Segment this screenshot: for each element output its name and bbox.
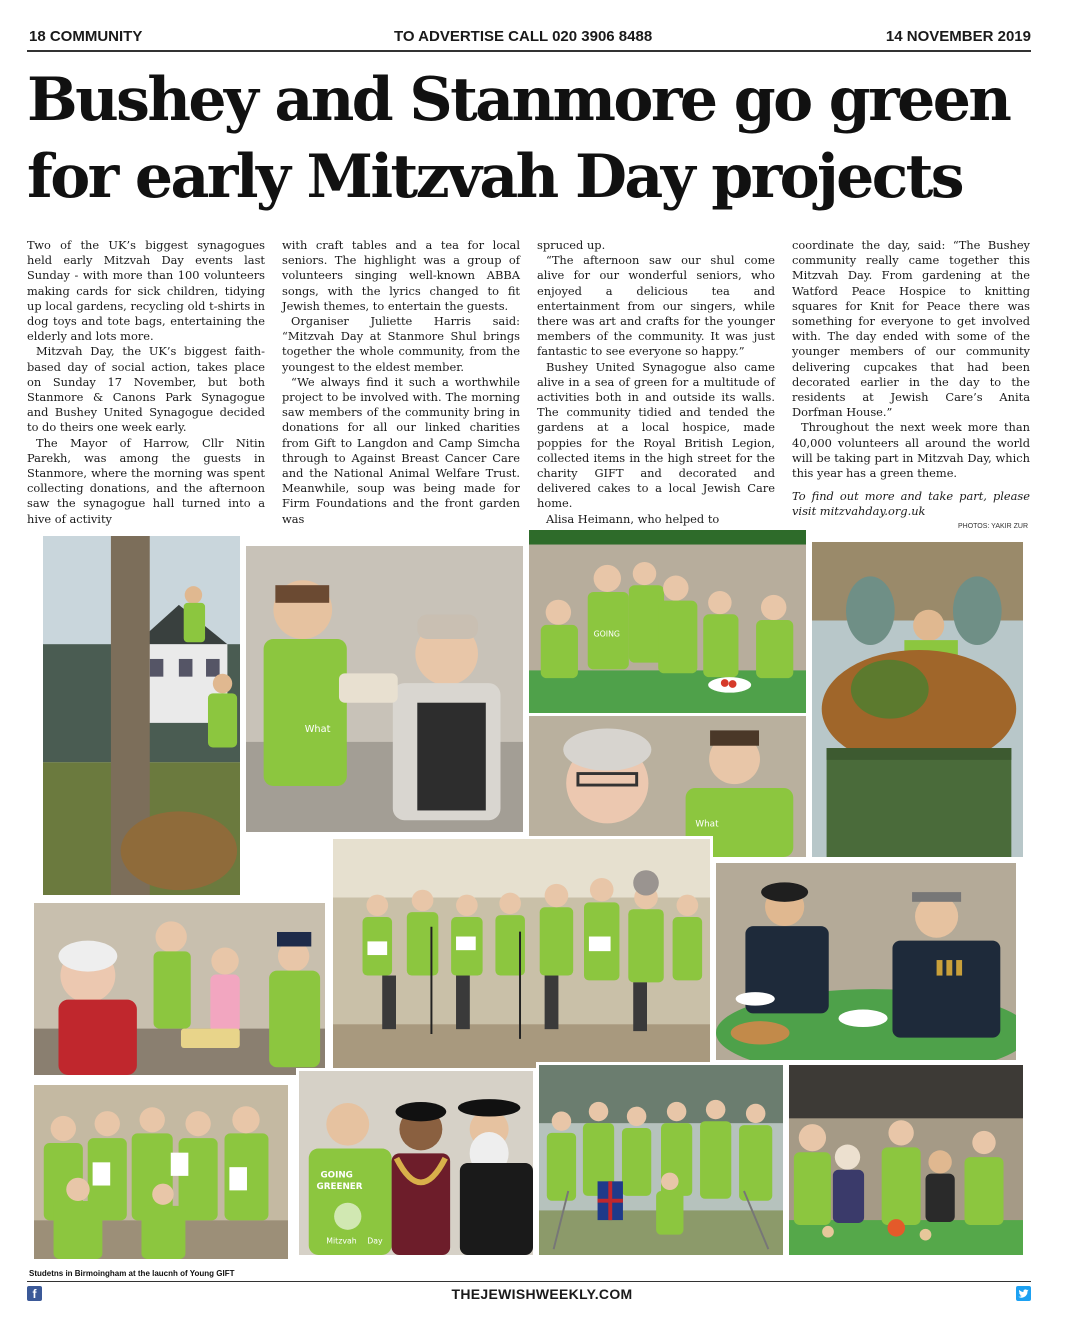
photo-hall-tables [786, 1062, 1026, 1258]
paragraph: “We always find it such a worthwhile project to be involved with. The morning saw members of the community bring in donations for all our linked charities from Gift to Langdon and Camp Simcha through to Against Breast Cancer Care and the National Animal Welfare Trust. Meanwhile, soup was being made for Firm Foundations and the front garden was [282, 374, 520, 526]
website-url[interactable]: THEJEWISHWEEKLY.COM [451, 1286, 633, 1302]
shirt-text-greener: GREENER [316, 1182, 363, 1193]
article-column-1 [27, 238, 265, 527]
article-column-3 [537, 238, 775, 527]
paragraph: Alisa Heimann, who helped to [546, 511, 720, 526]
issue-date: 14 NOVEMBER 2019 [885, 28, 1031, 45]
advertise-line: TO ADVERTISE CALL 020 3906 8488 [394, 28, 653, 45]
paragraph: coordinate the day, said: “The Bushey community really came together this Mitzvah Day. From gardening at the Watford Peace Hospice to knitting squares for Knit for Peace there was something for everyone to get involved with. The day ended with some of the younger members of our community delivering cupcakes that had been decorated earlier in the day to the residents at Jewish Care’s Anita Dorfman House.” [792, 238, 1030, 420]
shirt-text-going-2: GOING [320, 1170, 353, 1181]
headline-line-1: Bushey and Stanmore go green [27, 65, 1010, 135]
photo-singers [330, 836, 713, 1078]
paragraph: spruced up. [537, 238, 606, 252]
paragraph: Organiser Juliette Harris said: “Mitzvah Day at Stanmore Shul brings together the whole community, from the youngest to the eldest member. [282, 314, 520, 374]
photo-lady-red-with-children [31, 900, 328, 1078]
paragraph: with craft tables and a tea for local seniors. The highlight was a group of volunteers singing well-known ABBA songs, with the lyrics changed to fit Jewish themes, to entertain the guests. [282, 238, 520, 313]
headline [27, 62, 1037, 216]
photo-outdoor-group [536, 1062, 786, 1258]
photo-man-with-leaves [809, 539, 1026, 860]
page-section-label: 18 COMMUNITY [29, 28, 143, 45]
photo-credit: PHOTOS: YAKIR ZUR [957, 523, 1028, 530]
photo-group-with-cards [31, 1082, 291, 1262]
paragraph: Two of the UK’s biggest synagogues held early Mitzvah Day events last Sunday - with more than 100 volunteers making cards for sick children, tidying up local gardens, recycling old t-shirts in dog toys and tote bags, entertaining the elderly and lots more. [27, 238, 265, 344]
headline-line-2: for early Mitzvah Day projects [27, 142, 962, 212]
photo-tree-climbing [40, 533, 243, 898]
paragraph: Mitzvah Day, the UK’s biggest faith-based day of social action, takes place on Sunday 17 November, but both Stanmore & Canons Park Synagogue and Bushey United Synagogue decided to do theirs one week early. [27, 344, 265, 435]
shirt-text-mitzvah: Mitzvah [326, 1236, 357, 1246]
photo-boy-elderly-lady [243, 543, 526, 835]
facebook-icon[interactable]: f [27, 1286, 42, 1301]
shirt-text-what-2: What [695, 819, 719, 830]
article-column-2 [282, 238, 520, 527]
article-column-4 [792, 238, 1030, 520]
paragraph: Throughout the next week more than 40,000 volunteers all around the world will be taking part in Mitzvah Day, which this year has a green theme. [792, 420, 1030, 481]
shirt-text-day: Day [367, 1236, 383, 1246]
photo-veterans [713, 860, 1019, 1063]
header-rule [27, 50, 1031, 52]
twitter-icon[interactable] [1016, 1286, 1031, 1301]
shirt-text-going: GOING [593, 629, 620, 639]
photo-mayor-and-rabbi [296, 1068, 536, 1258]
footer-rule [27, 1281, 1031, 1282]
photo-kids-green-shirts [526, 527, 809, 716]
paragraph: The Mayor of Harrow, Cllr Nitin Parekh, was among the guests in Stanmore, where the morning was spent collecting donations, and the afternoon saw the synagogue hall turned into a hive of activity [27, 435, 265, 526]
page-header [29, 28, 1031, 48]
photo-caption: Studetns in Birmoingham at the laucnh of Young GIFT [29, 1269, 235, 1278]
footnote-link-text: To find out more and take part, please visit mitzvahday.org.uk [792, 489, 1030, 519]
paragraph: Bushey United Synagogue also came alive in a sea of green for a multitude of activities both in and outside its walls. The community tidied and tended the gardens at a local hospice, made poppies for the Royal British Legion, collected items in the high street for the charity GIFT and decorated and delivered cakes to a local Jewish Care home. [537, 359, 775, 511]
paragraph: “The afternoon saw our shul come alive for our wonderful seniors, who enjoyed a delicious tea and entertainment from our singers, while there was art and crafts for the younger members of the community. It was just fantastic to see everyone so happy.” [537, 253, 775, 359]
shirt-text-what: What [304, 724, 331, 736]
